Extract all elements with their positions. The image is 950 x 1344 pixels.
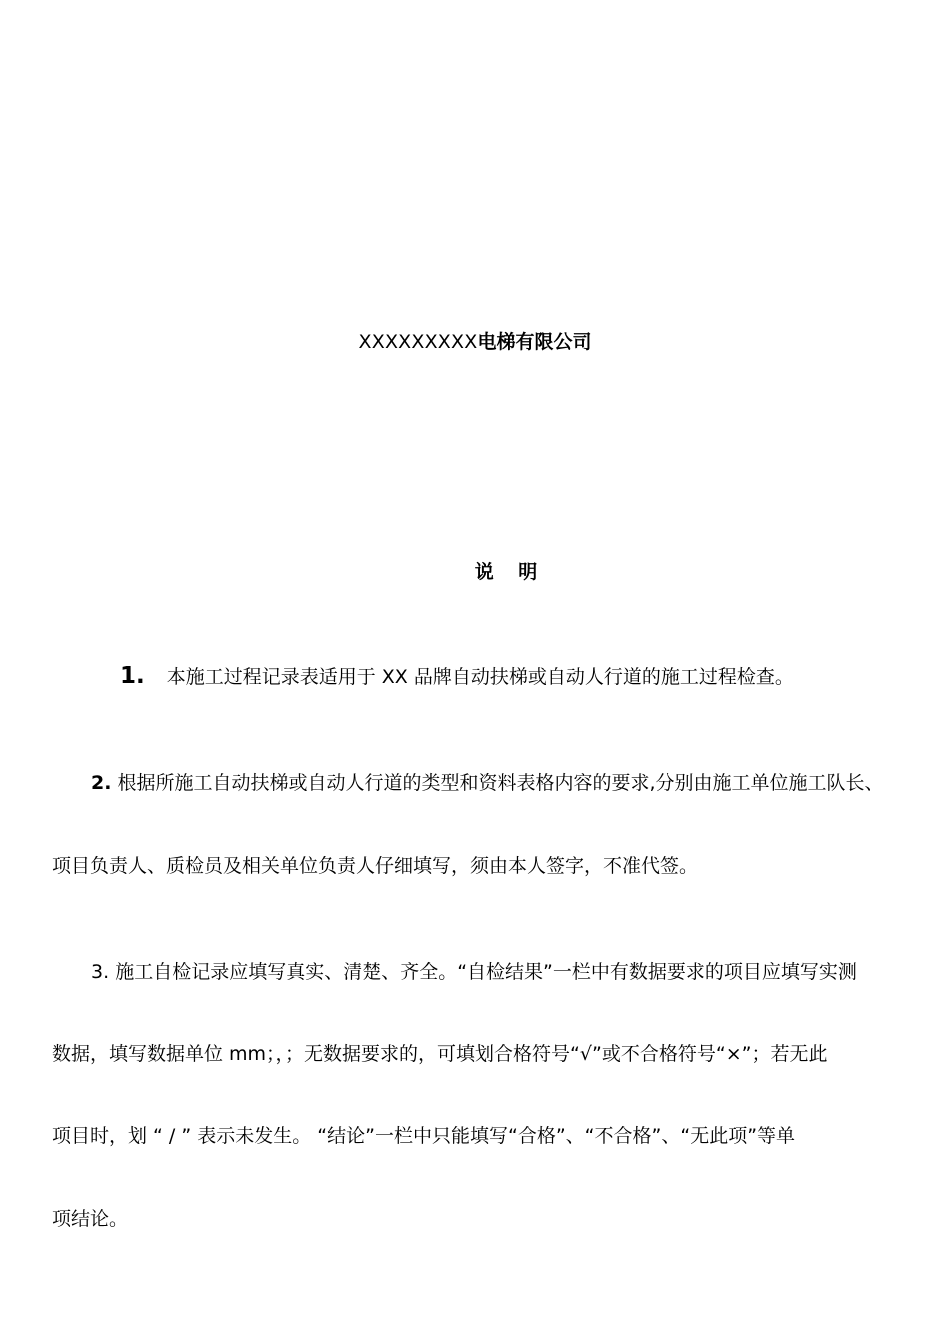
instruction-item-2-line-1: [52, 766, 941, 800]
instruction-item-3-line-2: 数据，填写数据单位 mm；，；无数据要求的，可填划合格符号“√”或不合格符号“×”；若无此: [52, 1043, 828, 1065]
company-name-suffix: 电梯有限公司: [477, 331, 592, 353]
instruction-item-3-line-1: [52, 955, 941, 989]
company-name-prefix: XXXXXXXXX: [358, 331, 478, 353]
instruction-item-3-line-4: 项结论。: [52, 1208, 129, 1230]
company-title: [0, 328, 950, 356]
section-heading: 说 明: [474, 561, 538, 583]
instruction-item-2-line-2: 项目负责人、质检员及相关单位负责人仔细填写，须由本人签字，不准代签。: [52, 855, 699, 877]
item-number-2: 2.: [91, 772, 112, 794]
instruction-item-3-line-3: 项目时，划 “ / ” 表示未发生。 “结论”一栏中只能填写“合格”、“不合格”、“无此项”等单: [52, 1125, 796, 1147]
item-number-1: 1.: [120, 663, 145, 689]
item-text-2-line-1: 根据所施工自动扶梯或自动人行道的类型和资料表格内容的要求,分别由施工单位施工队长、: [117, 772, 884, 794]
item-text-1: 本施工过程记录表适用于 XX 品牌自动扶梯或自动人行道的施工过程检查。: [166, 666, 794, 688]
item-number-3: 3.: [91, 961, 110, 983]
instruction-item-1: [120, 659, 900, 694]
item-text-3-line-1: 施工自检记录应填写真实、清楚、齐全。“自检结果”一栏中有数据要求的项目应填写实测: [115, 961, 857, 983]
